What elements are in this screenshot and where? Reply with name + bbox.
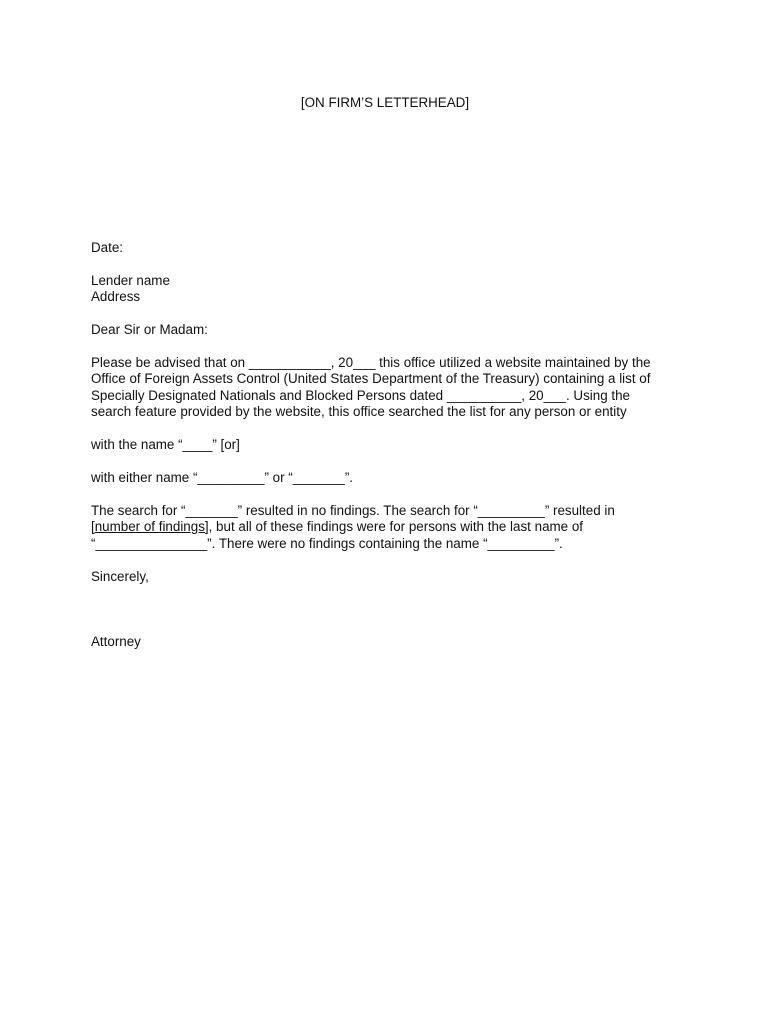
option-single-name: with the name “____” [or] [91,437,240,452]
paragraph2-line3: “_______________”. There were no findings containing the name “_________”. [91,536,563,551]
paragraph2-line1: The search for “_______” resulted in no findings. The search for “_________” resulted in [91,503,615,518]
salutation: Dear Sir or Madam: [91,322,208,337]
recipient-name: Lender name [91,273,170,288]
paragraph2-line2-text: , but all of these findings were for persons with the last name of [208,519,584,534]
paragraph1-line1: Please be advised that on ___________, 20___ this office utilized a website maintained by the [91,355,651,370]
signature-attorney: Attorney [91,634,141,649]
letterhead-placeholder: [ON FIRM’S LETTERHEAD] [300,95,470,110]
number-of-findings-placeholder: [number of findings] [91,519,209,534]
paragraph1-line3: Specially Designated Nationals and Blocked Persons dated __________, 20___. Using the [91,388,630,403]
paragraph1-line4: search feature provided by the website, this office searched the list for any person or entity [91,404,627,419]
paragraph2-line2 [91,519,583,536]
option-either-name: with either name “_________” or “_______”. [91,470,354,485]
closing: Sincerely, [91,569,149,584]
recipient-address: Address [91,289,141,304]
date-label: Date: [91,240,124,255]
paragraph1-line2: Office of Foreign Assets Control (United States Department of the Treasury) containing a list of [91,371,651,386]
